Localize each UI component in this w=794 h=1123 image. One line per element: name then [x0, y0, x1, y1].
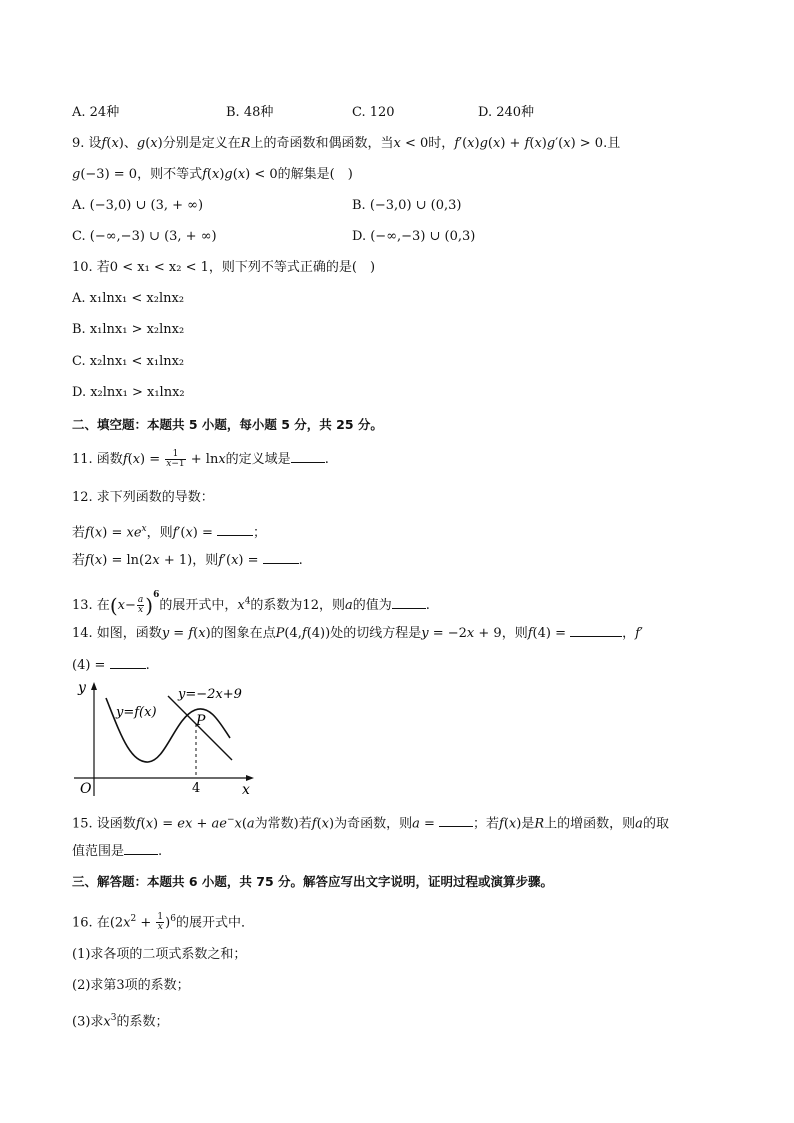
- q15-mid2: 为奇函数，则: [334, 816, 413, 832]
- q16-sub2: (2)求第3项的系数；: [72, 978, 190, 993]
- q12-line2-prefix: 若: [72, 553, 86, 568]
- q14-answer-blank-2[interactable]: [110, 656, 146, 669]
- q15-answer-blank-1[interactable]: [439, 814, 473, 827]
- q14-stem-line1: 14. 如图，函数y = f(x)的图象在点P(4,f(4))处的切线方程是y = −2x + 9，则f(4) = ，f′: [72, 626, 643, 641]
- q10-option-a: A. x₁lnx₁ < x₂lnx₂: [72, 291, 185, 306]
- q10-option-b: B. x₁lnx₁ > x₂lnx₂: [72, 322, 185, 337]
- q12-line2-mid: ，则: [192, 553, 219, 568]
- q15-line2: 值范围是: [72, 844, 125, 859]
- q15-mid5: 上的增函数，则: [544, 816, 636, 832]
- q12-line1: 若$f(x) = xe^x$，则f′(x) = ；: [72, 524, 267, 541]
- q9-tail: 且: [607, 136, 621, 151]
- q9-stem-line1: 9. 设f(x)、g(x)分别是定义在R上的奇函数和偶函数，当x < 0时，f′(x)g(x) + f(x)g′(x) > 0.且: [72, 136, 621, 151]
- q13-stem: 13. 在(x− $\frac{a}{x}$ )$^6$的展开式中，$x^4$的系数为12，则a的值为 .: [72, 590, 430, 618]
- q9-mid3: 时，: [428, 136, 455, 151]
- q16-stem: 16. 在($2x^2$ + $\frac{1}{x}$ )$^6$的展开式中．: [72, 912, 254, 933]
- q14-stem-line2: (4) = .: [72, 658, 150, 673]
- q14-figure: [70, 678, 260, 800]
- q9-mid2: 上的奇函数和偶函数，当: [250, 136, 394, 151]
- q16-sub3-tail: 的系数；: [116, 1014, 169, 1030]
- q15-mid3: ；若: [473, 816, 500, 832]
- q9-prefix: 9. 设: [72, 136, 102, 151]
- q11-stem: 11. 函数f(x) = $\frac{1}{x-1}$ + lnx的定义域是 .: [72, 449, 329, 469]
- q16-tail: 的展开式中．: [175, 915, 254, 931]
- q13-answer-blank[interactable]: [392, 596, 426, 609]
- label-origin: O: [80, 781, 92, 797]
- q12-answer-blank-1[interactable]: [217, 523, 253, 536]
- y-axis-arrow-icon: [91, 682, 97, 690]
- label-x-axis: x: [242, 782, 250, 798]
- q9-line2-tail: 的解集是( ): [277, 167, 353, 182]
- label-line: y=−2x+9: [178, 687, 242, 702]
- q9-stem-line2: g(−3) = 0，则不等式f(x)g(x) < 0的解集是( ): [72, 167, 353, 182]
- q13-prefix: 13. 在: [72, 598, 110, 613]
- q16-fraction: $\frac{1}{x}$: [157, 912, 164, 933]
- label-curve: y=f(x): [116, 705, 157, 720]
- section2-heading: 二、填空题：本题共 5 小题，每小题 5 分，共 25 分。: [72, 417, 383, 432]
- q11-prefix: 11. 函数: [72, 452, 123, 467]
- q9-option-b: B. (−3,0) ∪ (0,3): [352, 198, 462, 213]
- q15-tail: 的取: [642, 816, 669, 832]
- q12-line1-mid: ，则: [146, 525, 173, 541]
- q16-sub3: (3)求$x^3$的系数；: [72, 1013, 169, 1030]
- q16-sub3-prefix: (3)求: [72, 1014, 104, 1030]
- label-tick-4: 4: [192, 781, 201, 796]
- label-point-p: P: [196, 713, 206, 729]
- q15-mid: 为常数)若: [254, 816, 312, 832]
- q15-answer-blank-2[interactable]: [124, 842, 158, 855]
- q10-option-d: D. x₂lnx₁ > x₁lnx₂: [72, 385, 185, 400]
- q10-option-c: C. x₂lnx₁ < x₁lnx₂: [72, 354, 185, 369]
- q15-prefix: 15. 设函数: [72, 816, 136, 832]
- q11-fraction: $\frac{1}{x-1}$: [166, 449, 185, 469]
- q16-prefix: 16. 在: [72, 915, 110, 931]
- q15-mid4: 是: [521, 816, 535, 832]
- section3-heading: 三、解答题：本题共 6 小题，共 75 分。解答应写出文字说明，证明过程或演算步骤。: [72, 874, 554, 889]
- q8-option-d: D. 240种: [478, 105, 535, 120]
- q8-option-a: A. 24种: [72, 105, 120, 120]
- q13-fraction: $\frac{a}{x}$: [137, 595, 144, 615]
- q8-option-c: C. 120: [352, 105, 395, 120]
- q13-mid2: 的系数为12，则: [250, 598, 345, 613]
- q10-stem: 10. 若0 < x₁ < x₂ < 1，则下列不等式正确的是( ): [72, 260, 376, 275]
- q12-line2: 若f(x) = ln(2x + 1)，则f′(x) = .: [72, 553, 303, 568]
- q11-tail: 的定义域是: [225, 452, 291, 467]
- q9-mid1: 分别是定义在: [162, 136, 241, 151]
- q9-line2-mid: ，则不等式: [137, 167, 203, 182]
- q14-mid3: ，则: [501, 626, 528, 641]
- q15-stem-line2: 值范围是 .: [72, 844, 163, 859]
- q8-option-b: B. 48种: [226, 105, 274, 120]
- q12-answer-blank-2[interactable]: [263, 551, 299, 564]
- q13-tail: 的值为: [352, 598, 392, 613]
- q12-line1-prefix: 若: [72, 525, 86, 541]
- label-y-axis: y: [78, 680, 86, 696]
- q14-prefix: 14. 如图，函数: [72, 626, 162, 641]
- q14-mid: 的图象在点: [210, 626, 276, 641]
- q9-option-d: D. (−∞,−3) ∪ (0,3): [352, 229, 476, 244]
- q11-answer-blank[interactable]: [291, 450, 325, 463]
- x-axis-arrow-icon: [246, 775, 254, 781]
- q15-stem-line1: 15. 设函数f(x) = ex + ae−x(a为常数)若f(x)为奇函数，则a = ；若f(x)是R上的增函数，则a的取: [72, 815, 669, 832]
- q12-stem: 12. 求下列函数的导数：: [72, 490, 214, 505]
- q9-option-c: C. (−∞,−3) ∪ (3, + ∞): [72, 229, 217, 244]
- q14-answer-blank-1[interactable]: [570, 624, 622, 637]
- q9-option-a: A. (−3,0) ∪ (3, + ∞): [72, 198, 204, 213]
- q16-sub1: (1)求各项的二项式系数之和；: [72, 947, 247, 962]
- q14-mid2: 处的切线方程是: [330, 626, 422, 641]
- q13-mid: 的展开式中，: [159, 598, 238, 613]
